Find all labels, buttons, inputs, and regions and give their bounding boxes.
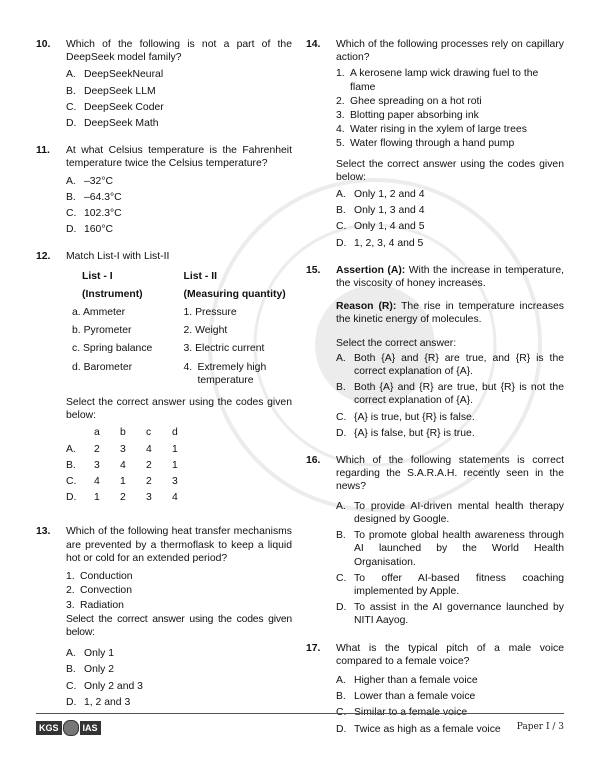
question-text: Which of the following heat transfer mechanisms are prevented by a thermoflask to keep a liquid hot or cold for an extended period? [66, 526, 292, 564]
code-row-d[interactable]: D. 1 2 3 4 [66, 492, 178, 504]
option-d[interactable]: D. Twice as high as a female voice [336, 723, 501, 735]
option-d[interactable]: D. 1, 2, 3, 4 and 5 [336, 237, 424, 249]
question-number: 12. [36, 251, 51, 263]
list1-subheading: (Instrument) [82, 288, 143, 300]
question-11 [36, 144, 292, 236]
option-d[interactable]: D. To assist in the AI governance launched by NITI Aayog. [336, 602, 564, 627]
option-a[interactable]: A. Both {A} and {R} are true, and {R} is the correct explanation of {A}. [336, 352, 564, 378]
question-13 [36, 525, 292, 708]
question-16 [306, 454, 564, 627]
code-row-a[interactable]: A. 2 3 4 1 [66, 443, 178, 455]
emblem-icon [63, 720, 79, 736]
left-column [36, 38, 292, 723]
codes-instruction: Select the correct answer using the codes given below: [336, 158, 564, 183]
question-number: 15. [306, 264, 321, 276]
statement-item: 4. Water rising in the xylem of large trees [336, 124, 527, 136]
question-number: 10. [36, 39, 51, 50]
match-list-table [66, 270, 292, 392]
list-row: a. Ammeter 1. Pressure [72, 307, 237, 319]
question-text: Which of the following statements is correct regarding the S.A.R.A.H. recently seen in the news? [336, 455, 564, 493]
list-row: b. Pyrometer 2. Weight [72, 325, 228, 337]
statement-item: 5. Water flowing through a hand pump [336, 138, 515, 150]
question-text: Match List-I with List-II [66, 251, 170, 263]
option-a[interactable]: A. Only 1 [66, 648, 115, 660]
option-c[interactable]: C. DeepSeek Coder [66, 101, 164, 113]
statement-item: 2. Ghee spreading on a hot roti [336, 95, 482, 107]
question-text: Which of the following processes rely on capillary action? [336, 39, 564, 64]
list2-heading: List - II [183, 270, 217, 282]
option-b[interactable]: B. Lower than a female voice [336, 691, 476, 703]
statement-item: 2. Convection [66, 585, 132, 597]
answer-instruction: Select the correct answer: [336, 337, 457, 349]
option-c[interactable]: C. Only 2 and 3 [66, 680, 143, 692]
option-d[interactable]: D. 160°C [66, 224, 113, 236]
option-c[interactable]: C. Similar to a female voice [336, 707, 468, 719]
option-a[interactable]: A. To provide AI-driven mental health therapy designed by Google. [336, 500, 564, 525]
question-12 [36, 250, 292, 507]
question-10 [36, 38, 292, 130]
option-b[interactable]: B. Only 1, 3 and 4 [336, 205, 425, 217]
option-a[interactable]: A. –32°C [66, 175, 113, 187]
option-c[interactable]: C. Only 1, 4 and 5 [336, 221, 425, 233]
option-c[interactable]: C. 102.3°C [66, 208, 122, 220]
list-row: d. Barometer 4. Extremely high temperature [72, 361, 267, 386]
list-row: c. Spring balance 3. Electric current [72, 343, 265, 355]
assertion-text: Assertion (A): With the increase in temperature, the viscosity of honey increases. [336, 264, 565, 290]
option-d[interactable]: D. 1, 2 and 3 [66, 696, 131, 708]
codes-table: a b c d A. 2 3 4 1 B. 3 4 2 1 C. 4 1 2 3 D. 1 2 3 4 [66, 426, 198, 507]
right-column [306, 38, 564, 750]
question-number: 14. [306, 39, 321, 50]
statement-item: 3. Blotting paper absorbing ink [336, 110, 479, 122]
codes-instruction: Select the correct answer using the codes given below: [66, 613, 292, 638]
option-a[interactable]: A. Only 1, 2 and 4 [336, 189, 425, 201]
option-b[interactable]: B. Only 2 [66, 664, 115, 676]
option-d[interactable]: D. DeepSeek Math [66, 118, 159, 130]
question-number: 11. [36, 145, 50, 157]
option-d[interactable]: D. {A} is false, but {R} is true. [336, 427, 475, 439]
option-c[interactable]: C. {A} is true, but {R} is false. [336, 411, 475, 423]
option-a[interactable]: A. DeepSeekNeural [66, 69, 164, 81]
option-c[interactable]: C. To offer AI-based fitness coaching implemented by Apple. [336, 572, 564, 597]
footer-divider [36, 713, 564, 714]
code-row-b[interactable]: B. 3 4 2 1 [66, 459, 178, 471]
option-b[interactable]: B. To promote global health awareness through AI launched by the World Health Organisation. [336, 530, 564, 568]
question-14 [306, 38, 564, 250]
code-row-c[interactable]: C. 4 1 2 3 [66, 476, 178, 488]
option-b[interactable]: B. –64.3°C [66, 191, 122, 203]
kgs-ias-logo: KGS IAS [36, 721, 101, 735]
question-number: 13. [36, 526, 51, 538]
question-number: 17. [306, 642, 321, 654]
option-b[interactable]: B. Both {A} and {R} are true, but {R} is not the correct explanation of {A}. [336, 382, 564, 407]
question-text: What is the typical pitch of a male voice compared to a female voice? [336, 642, 564, 667]
statement-item: 1. Conduction [66, 571, 133, 583]
question-text: Which of the following is not a part of the DeepSeek model family? [66, 39, 292, 64]
list1-heading: List - I [82, 270, 113, 282]
statement-item: 1. A kerosene lamp wick drawing fuel to the flame [336, 68, 539, 93]
question-number: 16. [306, 455, 321, 467]
question-text: At what Celsius temperature is the Fahrenheit temperature twice the Celsius temperature? [66, 145, 292, 170]
statement-item: 3. Radiation [66, 599, 124, 611]
codes-instruction: Select the correct answer using the codes given below: [66, 397, 292, 422]
option-b[interactable]: B. DeepSeek LLM [66, 85, 156, 97]
reason-text: Reason (R): The rise in temperature increases the kinetic energy of molecules. [336, 301, 564, 326]
question-15 [306, 264, 564, 440]
list2-subheading: (Measuring quantity) [183, 288, 286, 300]
option-a[interactable]: A. Higher than a female voice [336, 674, 478, 686]
page-number: Paper I / 3 [516, 722, 564, 732]
